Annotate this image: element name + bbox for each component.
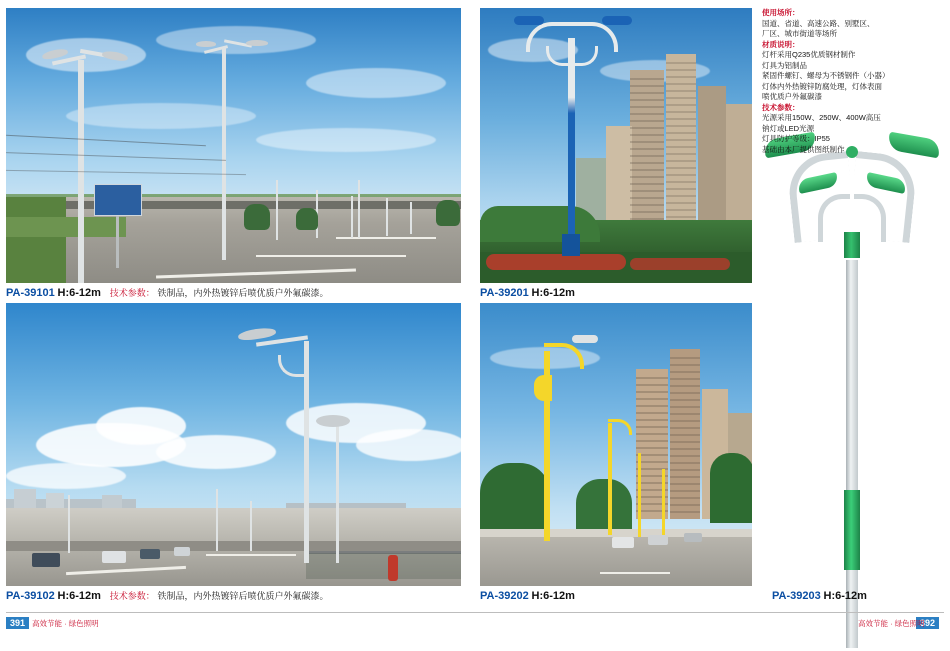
lamp-head [196,41,216,47]
lane-marking [256,255,406,257]
tree [436,200,460,226]
street-light-pole [608,423,612,535]
car [140,549,160,559]
product-height: H:6-12m [531,590,575,602]
tree [244,204,270,230]
product-code: PA-39202 [480,590,529,602]
lamp-head [572,335,598,343]
lamp-head [602,16,632,25]
footer-slogan-right: 高效节能 · 绿色照明 [858,619,925,628]
street-light-pole [250,501,252,551]
grass-verge [6,217,126,237]
product-photo-39102 [6,303,461,586]
street-light-pole [410,202,412,234]
caption-39203 [772,590,867,603]
caption-39202 [480,590,575,603]
spec-heading-tech: 技术参数： [762,102,800,112]
street-light-pole [358,180,360,238]
pedestrian [388,555,398,581]
street-light-pole [638,453,641,537]
street-light-pole [568,38,575,236]
product-photo-39201 [480,8,752,283]
lane-marking [206,554,296,556]
pole-base [562,234,580,256]
product-photo-39202 [480,303,752,586]
car [32,553,60,567]
building-windows [670,357,700,517]
product-code: PA-39101 [6,287,55,299]
spec-line: 钠灯或LED光源 [762,123,815,133]
street-light-pole [336,425,339,563]
spec-line: 国道、省道、高速公路、别墅区、 [762,18,875,28]
road-shoulder [6,201,461,209]
cloud-icon [256,128,436,152]
product-photo-39101 [6,8,461,283]
spec-line: 灯具防护等级：IP55 [762,134,830,143]
roadway [6,197,461,283]
spec-line: 基础由本厂提供图纸制作 [762,144,845,154]
footer-slogan-left: 高效节能 · 绿色照明 [32,619,99,628]
spec-line: 光源采用150W、250W、400W高压 [762,113,881,122]
product-height: H:6-12m [57,287,101,299]
tree [296,208,318,230]
building [698,86,726,240]
spec-heading-material: 材质说明： [762,39,800,49]
product-code: PA-39201 [480,287,529,299]
tech-params-text: 铁制品，内外热镀锌后喷优质户外氟碳漆。 [157,591,329,601]
tech-params-label: 技术参数： [109,591,155,601]
cloud-icon [156,26,316,54]
lamp-head [316,415,350,427]
cloud-icon [156,435,276,469]
product-code: PA-39102 [6,590,55,602]
cloud-icon [306,68,446,98]
street-light-pole [276,180,278,240]
car [684,533,702,542]
street-light-pole [216,489,218,551]
guard-rail [306,553,461,579]
lamp-head [246,40,268,46]
cloud-icon [6,463,126,489]
spec-line: 厂区、城市街道等场所 [762,29,837,38]
building-windows [630,78,664,238]
grass-verge [6,197,66,283]
palm-tree [710,453,752,523]
flower-bed-red [630,258,730,270]
street-light-pole [386,198,388,236]
spec-line: 喷优质户外氟碳漆 [762,92,822,101]
caption-39102 [6,590,329,603]
street-light-pole [351,196,353,238]
billboard [94,184,142,216]
page-number-right: 392 [916,617,939,629]
caption-39101 [6,287,329,300]
spec-heading-usage: 使用场所： [762,8,800,17]
car [612,537,634,548]
car [648,535,668,545]
tech-params-text: 铁制品，内外热镀锌后喷优质户外氟碳漆。 [157,288,329,298]
page-number-left: 391 [6,617,29,629]
lamp-head [514,16,544,25]
spec-line: 灯体内外热镀锌防腐处理，灯体表面 [762,81,882,91]
car [174,547,190,556]
street-light-pole [662,469,665,535]
car [102,551,126,563]
street-light-pole [222,48,226,260]
spec-line: 灯具为铝制品 [762,60,807,70]
building-windows [666,62,696,238]
cloud-icon [66,103,256,129]
street-light-pole [68,495,70,553]
product-code: PA-39203 [772,590,821,602]
spec-line: 紧固件螺钉、螺母为不锈钢件（小器） [762,71,890,80]
road-edge [6,541,461,551]
sidewalk [480,529,752,537]
tech-params-label: 技术参数： [109,288,155,298]
product-height: H:6-12m [531,287,575,299]
product-render-39203 [760,110,946,586]
product-height: H:6-12m [823,590,867,602]
flower-bed-red [486,254,626,270]
pole-base-green [844,490,860,570]
spec-line: 灯杆采用Q235优质钢材制作 [762,50,856,59]
lane-marking [600,572,670,574]
spec-panel [762,8,944,155]
cloud-icon [356,429,461,461]
footer-divider [6,612,944,613]
billboard-post [116,216,119,268]
product-height: H:6-12m [57,590,101,602]
tree [480,206,600,242]
caption-39201 [480,287,575,300]
pole-ornament [534,375,552,401]
